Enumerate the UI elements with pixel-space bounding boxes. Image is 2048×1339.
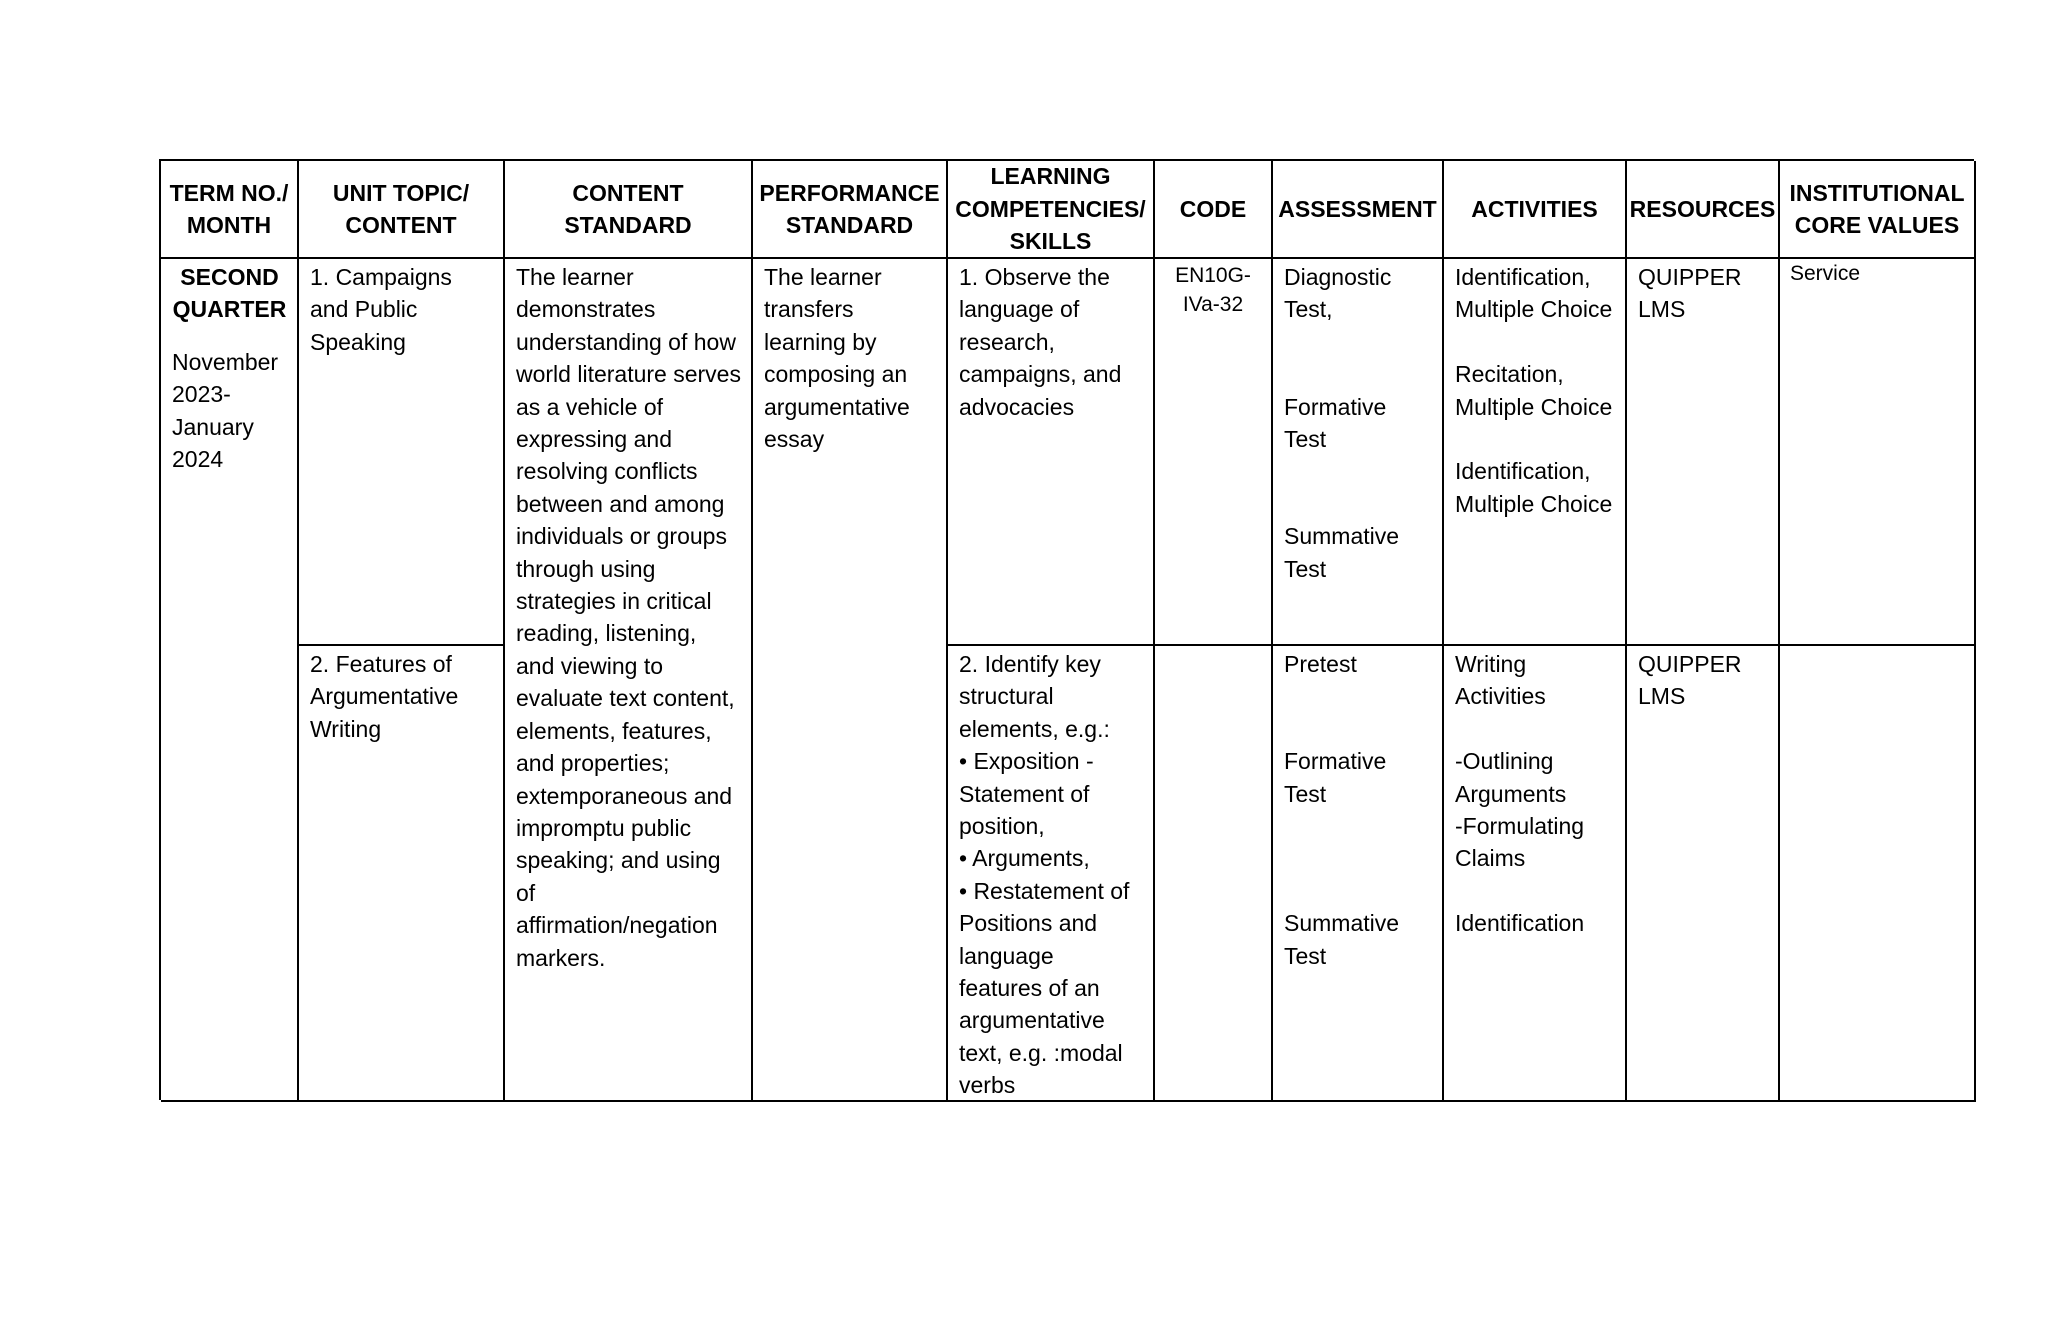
- activities-2-item: Writing Activities: [1455, 651, 1546, 710]
- term-cell: [161, 259, 299, 1102]
- core-values-2: [1780, 646, 1976, 1102]
- assessment-2: [1273, 646, 1444, 1102]
- assessment-2-item: Formative Test: [1284, 748, 1387, 807]
- header-content-standard: CONTENT STANDARD: [505, 161, 753, 259]
- assessment-1-item: Formative Test: [1284, 393, 1387, 453]
- assessment-2-item: Summative Test: [1284, 910, 1400, 969]
- activities-1-item: Recitation, Multiple Choice: [1455, 361, 1613, 420]
- unit-topic-1: 1. Campaigns and Public Speaking: [299, 259, 505, 646]
- unit-topic-2: 2. Features of Argumentative Writing: [299, 646, 505, 1102]
- header-learning-competencies: LEARNING COMPETENCIES/ SKILLS: [948, 161, 1155, 259]
- content-standard-cell: The learner demonstrates understanding of how world literature serves as a vehicle of expressing and resolving conflicts between and among individuals or groups through using strategies in critical reading, listening, and viewing to evaluate text content, elements, features, and properties; extemporaneous and impromptu public speaking; and using of affirmation/negation markers.: [505, 259, 753, 1102]
- header-resources: RESOURCES: [1627, 161, 1780, 259]
- assessment-1-item: Diagnostic Test,: [1284, 264, 1392, 323]
- resources-1: QUIPPER LMS: [1627, 259, 1780, 646]
- curriculum-map-table: [159, 159, 1974, 1100]
- term-quarter: SECOND QUARTER: [172, 264, 287, 323]
- activities-2-item: -Outlining Arguments: [1455, 748, 1567, 807]
- activities-2: [1444, 646, 1627, 1102]
- header-code: CODE: [1155, 161, 1273, 259]
- competency-1: 1. Observe the language of research, campaigns, and advocacies: [948, 259, 1155, 646]
- activities-1: [1444, 259, 1627, 646]
- competency-2-bullet: • Restatement of Positions and language features of an argumentative text, e.g. :modal verbs: [959, 877, 1130, 1099]
- competency-2-bullet: • Exposition - Statement of position,: [959, 748, 1094, 840]
- code-2: [1155, 646, 1273, 1102]
- header-activities: ACTIVITIES: [1444, 161, 1627, 259]
- resources-2: QUIPPER LMS: [1627, 646, 1780, 1102]
- core-values-1: Service: [1780, 259, 1976, 646]
- assessment-2-item: Pretest: [1284, 651, 1357, 677]
- competency-2-intro: 2. Identify key structural elements, e.g.:: [959, 651, 1110, 742]
- competency-2: [948, 646, 1155, 1102]
- header-term: TERM NO./ MONTH: [161, 161, 299, 259]
- assessment-1: [1273, 259, 1444, 646]
- performance-standard-cell: The learner transfers learning by composing an argumentative essay: [753, 259, 948, 1102]
- header-performance-standard: PERFORMANCE STANDARD: [753, 161, 948, 259]
- activities-1-item: Identification, Multiple Choice: [1455, 458, 1613, 517]
- header-core-values: INSTITUTIONAL CORE VALUES: [1780, 161, 1976, 259]
- header-unit-topic: UNIT TOPIC/ CONTENT: [299, 161, 505, 259]
- activities-1-item: Identification, Multiple Choice: [1455, 264, 1613, 323]
- header-assessment: ASSESSMENT: [1273, 161, 1444, 259]
- activities-2-item: -Formulating Claims: [1455, 813, 1585, 872]
- assessment-1-item: Summative Test: [1284, 523, 1400, 582]
- competency-2-bullet: • Arguments,: [959, 845, 1090, 872]
- code-1: EN10G- IVa-32: [1155, 259, 1273, 646]
- activities-2-item: Identification: [1455, 910, 1585, 937]
- term-months: November 2023- January 2024: [172, 348, 279, 473]
